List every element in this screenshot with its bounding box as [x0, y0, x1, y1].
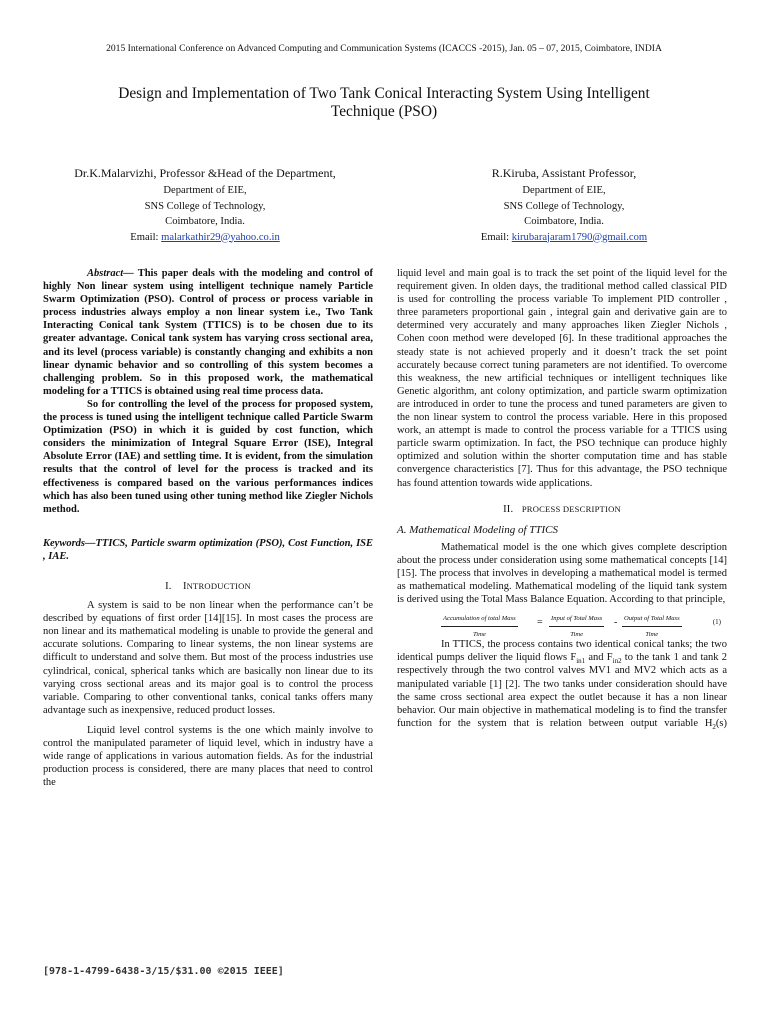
title-line-1: Design and Implementation of Two Tank Conical Interacting System Using Intelligent — [118, 85, 650, 102]
ttics-text-a: In TTICS, the process contains two identical conical tanks; the two identical pumps deliver the liquid flows F — [397, 639, 727, 664]
author-college: SNS College of Technology, — [503, 200, 625, 212]
conference-header: 2015 International Conference on Advanced Computing and Communication Systems (ICACCS -2015), Jan. 05 – 07, 2015, Coimbatore, INDIA — [106, 43, 662, 54]
eq-term-output — [622, 612, 682, 641]
paper-title — [40, 85, 728, 121]
eq-term-accumulation — [441, 612, 518, 641]
equation-number: (1) — [712, 618, 721, 627]
right-column — [397, 267, 727, 730]
flow-subscript-2: in2 — [612, 657, 622, 666]
ttics-text-d: (s) — [715, 717, 727, 729]
abstract-label: Abstract — [87, 268, 124, 279]
section-number: I. — [165, 580, 172, 592]
abstract-paragraph-2: So for controlling the level of the process for proposed system, the process is tuned using the intelligent technique called Particle Swarm Optimization (PSO) in which it is guided by cost function, which considers the minimization of Integral Square Error (ISE), Integral Absolute Error (IAE) and settling time. It is evident, from the simulation results that the control of level for the process is tracked and its effectiveness is compared based on the various performances indices which has also been tuned using other tuning method like Ziegler Nichols method. — [43, 398, 373, 515]
title-line-2: Technique (PSO) — [330, 103, 438, 120]
eq-denominator: Time — [570, 631, 584, 639]
author-email-line — [35, 230, 375, 246]
author-block-1 — [35, 166, 375, 245]
abstract-text-1: — This paper deals with the modeling and control of highly Non linear system using intelligent technique namely Particle Swarm Optimization (PSO). Control of process or process variable in process industries always employ a non linear system i.e., Two Tank Interacting Conical tank System (TTICS) is to be chosen due to its greater advantage. Conical tank system has varying cross sectional area, and its level (process variable) is constantly changing and exhibits a non linear dynamic behavior and so controlling of this system becomes a challenging problem. So in this proposed work, the mathematical modeling for a TTICS is obtained using real time process data. — [43, 268, 373, 397]
section-title: PROCESS DESCRIPTION — [521, 503, 621, 514]
author-city: Coimbatore, India. — [165, 216, 245, 227]
eq-numerator: Input of Total Mass — [549, 612, 604, 627]
ttics-text-b: and F — [585, 652, 613, 664]
author-name: R.Kiruba, Assistant Professor, — [491, 166, 637, 180]
email-label: Email: — [130, 231, 162, 243]
author-dept: Department of EIE, — [163, 185, 247, 196]
keywords: Keywords—TTICS, Particle swarm optimization (PSO), Cost Function, ISE , IAE. — [43, 537, 373, 562]
section-2-heading — [397, 503, 727, 516]
intro-continuation: liquid level and main goal is to track the set point of the liquid level for the requirement given. In olden days, the traditional method called classical PID is used for controlling the process variable To implement PID controller , three parameters proportional gain , integral gain and derivative gain are to determined very accurately and many approaches liken Ziegler Nichols , Cohen coon method were developed [6]. In these traditional approaches the steady state is not achieved properly and it doesn’t track the set point accurately because correct tuning parameters are not identified. To overcome this weakness, the new artificial techniques or intelligent techniques like Genetic algorithm, ant colony optimization, and particle swarm optimization are introduced in order to tune the process and tuned parameters are given to the non linear system to control the process variable. Here in this proposed work, an attempt is made to control the process variable for a TTICS using particle swarm optimization. In fact, the PSO technique can produce highly optimized and solution within the shorter computation time and has stable convergence characteristics [7]. Thus for this advantage, the PSO technique has found attention towards wide applications. — [397, 268, 727, 489]
email-label: Email: — [480, 231, 512, 243]
eq-numerator: Accumulation of total Mass — [441, 612, 518, 627]
author-name: Dr.K.Malarvizhi, Professor &Head of the Department, — [74, 166, 336, 180]
author-college: SNS College of Technology, — [144, 200, 266, 212]
left-column — [43, 267, 373, 789]
eq-equals-sign: = — [537, 617, 543, 629]
eq-numerator: Output of Total Mass — [622, 612, 682, 627]
copyright-footer: [978-1-4799-6438-3/15/$31.00 ©2015 IEEE] — [43, 966, 284, 977]
height-subscript: 2 — [712, 722, 716, 731]
eq-denominator: Time — [472, 631, 486, 639]
flow-subscript-1: in1 — [576, 657, 586, 666]
author-dept: Department of EIE, — [522, 185, 606, 196]
author-email-link[interactable]: malarkathir29@yahoo.co.in — [161, 231, 280, 243]
ttics-paragraph — [397, 638, 727, 730]
eq-term-input — [549, 612, 604, 641]
author-email-link[interactable]: kirubarajaram1790@gmail.com — [511, 231, 648, 243]
section-1-heading — [43, 580, 373, 593]
section-title-rest: NTRODUCTION — [186, 580, 251, 591]
author-block-2 — [394, 166, 734, 245]
eq-minus-sign: - — [614, 617, 618, 629]
mass-balance-equation — [397, 612, 727, 639]
section-number: II. — [503, 503, 514, 515]
abstract-paragraph-1 — [43, 267, 373, 398]
subsection-a-heading: A. Mathematical Modeling of TTICS — [397, 523, 559, 536]
modeling-paragraph: Mathematical model is the one which gives complete description about the process under consideration using some mathematical concepts [14] [15]. The process that involves in developing a mathematical model is termed as mathematical modeling. Mathematical modeling of the liquid tank system is derived using the Total Mass Balance Equation. According to that principle, — [397, 541, 727, 606]
intro-paragraph-1: A system is said to be non linear when the performance can’t be described by equations of first order [14][15]. In most cases the process are non linear and its mathematical modeling is unable to provide the general and accurate solutions. Comparing to linear systems, the non linear systems are difficult to understand and solve them. But most of the process industries use cylindrical, conical, spherical tanks which are basically non linear due to its varying cross sectional areas and its major goal is to control the process variable. Comparing to other conventional tanks, conical tanks offers many advantage such as inexpensive, reduced product losses. — [43, 600, 373, 716]
section-title-initial: I — [182, 580, 187, 592]
ttics-text-c: to the tank 1 and tank 2 respectively through the two control valves MV1 and MV2 which acts as a manipulated variable [1] [2]. The two tanks under consideration should have the same cross sectional area expect the outlet because it has a non linear behavior. Our main objective in mathematical modeling is to find the transfer function for the system that is relation between output variable H — [397, 652, 728, 729]
author-city: Coimbatore, India. — [524, 216, 604, 227]
eq-denominator: Time — [645, 631, 659, 639]
intro-paragraph-2: Liquid level control systems is the one which mainly involve to control the manipulated parameter of liquid level, which in industry have a wide range of applications in various automation fields. As for the industrial production process is considered, there are many places that need to control the — [43, 724, 373, 789]
author-email-line — [394, 230, 734, 246]
